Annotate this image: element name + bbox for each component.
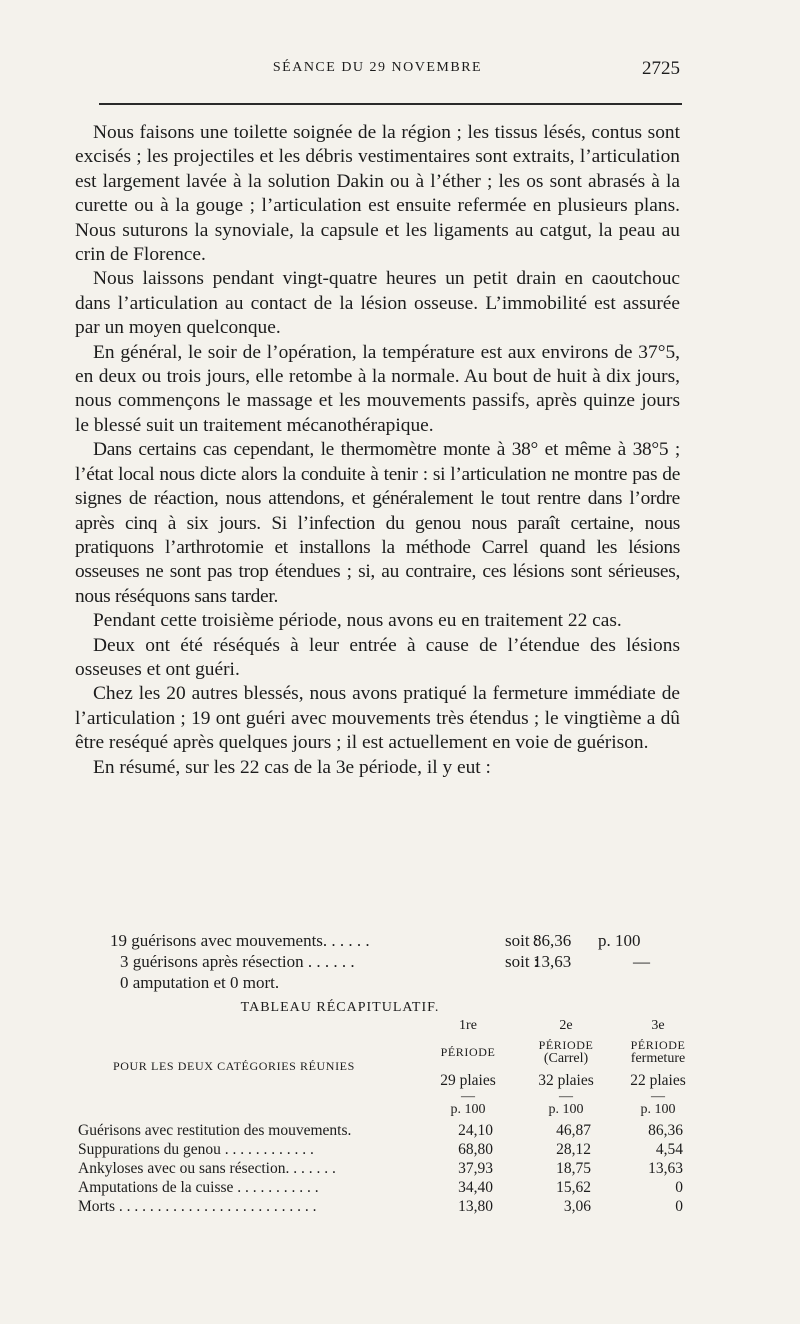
column-count: 29 plaies bbox=[440, 1072, 496, 1089]
paragraph: En général, le soir de l’opération, la température est aux environs de 37°5, en deux ou trois jours, elle retombe à la normale. Au bout de huit à dix jours, nous commençons le massage et les mouvements passifs, après quinze jours le blessé suit un traitement mécanothérapique. bbox=[75, 341, 680, 436]
column-unit: p. 100 bbox=[548, 1102, 584, 1117]
summary-line bbox=[110, 972, 680, 993]
summary-label: 3 guérisons après résection . . . . . . bbox=[120, 952, 355, 971]
recap-table bbox=[78, 1018, 686, 1218]
table-cell: 68,80 bbox=[458, 1141, 493, 1158]
table-cell: 15,62 bbox=[556, 1179, 591, 1196]
column-count: 22 plaies bbox=[630, 1072, 686, 1089]
paragraph: Chez les 20 autres blessés, nous avons pratiqué la fermeture immédiate de l’articulation ; 19 ont guéri avec mouvements très étendus ; le vingtième a dû être reséqué après quelques jours ; il est actuellement en voie de guérison. bbox=[75, 683, 680, 754]
table-cell: 46,87 bbox=[556, 1122, 591, 1139]
summary-label: 19 guérisons avec mouvements. . . . . . bbox=[110, 931, 370, 950]
table-caption: TABLEAU RÉCAPITULATIF. bbox=[240, 1000, 440, 1015]
column-ordinal: 2e bbox=[559, 1018, 573, 1033]
table-cell: 28,12 bbox=[556, 1141, 591, 1158]
paragraph: Nous faisons une toilette soignée de la région ; les tissus lésés, contus sont excisés ; les projectiles et les débris vestimentaires sont extraits, l’articulation est largement lavée à la solution Dakin ou à l’éther ; les os sont abrasés à la curette ou à la gouge ; l’articulation est ensuite refermée en plusieurs plans. Nous suturons la synoviale, la capsule et les ligaments au catgut, la peau au crin de Florence. bbox=[75, 122, 680, 266]
table-row-label: Amputations de la cuisse . . . . . . . . . . . bbox=[78, 1179, 319, 1196]
summary-list bbox=[110, 930, 680, 993]
paragraph: Nous laissons pendant vingt-quatre heures un petit drain en caoutchouc dans l’articulation au contact de la lésion osseuse. L’immobilité est assurée par un moyen quelconque. bbox=[75, 268, 680, 339]
summary-label: 0 amputation et 0 mort. bbox=[120, 973, 280, 992]
header-rule bbox=[99, 103, 682, 105]
column-sub: fermeture bbox=[630, 1051, 686, 1066]
summary-unit: — bbox=[633, 952, 650, 971]
column-name: PÉRIODE bbox=[538, 1038, 594, 1052]
body-text bbox=[75, 121, 680, 780]
column-name: PÉRIODE bbox=[440, 1045, 496, 1059]
column-sub: (Carrel) bbox=[543, 1051, 589, 1066]
running-header bbox=[75, 60, 680, 88]
table-row-label: Guérisons avec restitution des mouvements. bbox=[78, 1122, 352, 1139]
summary-soit: soit : bbox=[505, 931, 539, 950]
paragraph: Dans certains cas cependant, le thermomètre monte à 38° et même à 38°5 ; l’état local nous dicte alors la conduite à tenir : si l’articulation ne montre pas de signes de réaction, nous attendons, et généralement le tout rentre dans l’ordre après cinq à six jours. Si l’infection du genou nous paraît certaine, nous pratiquons l’arthrotomie et installons la méthode Carrel quand les lésions osseuses ne sont pas trop étendues ; si, au contraire, ces lésions sont sérieuses, nous réséquons sans tarder. bbox=[75, 439, 680, 607]
paragraph: En résumé, sur les 22 cas de la 3e période, il y eut : bbox=[93, 756, 491, 778]
table-cell: 4,54 bbox=[655, 1141, 683, 1158]
table-cell: 34,40 bbox=[458, 1179, 493, 1196]
table-cell: 13,63 bbox=[648, 1160, 683, 1177]
column-ordinal: 1re bbox=[459, 1018, 477, 1033]
summary-line bbox=[110, 930, 680, 951]
table-cell: 3,06 bbox=[563, 1198, 591, 1215]
summary-soit: soit : bbox=[505, 952, 539, 971]
column-dash: — bbox=[461, 1089, 475, 1104]
summary-value: 13,63 bbox=[533, 952, 572, 971]
column-ordinal: 3e bbox=[651, 1018, 665, 1033]
table-cell: 13,80 bbox=[458, 1198, 493, 1215]
table-row-label: Suppurations du genou . . . . . . . . . . . . bbox=[78, 1141, 314, 1158]
column-unit: p. 100 bbox=[640, 1102, 676, 1117]
table-row-label: Ankyloses avec ou sans résection. . . . . . . bbox=[78, 1160, 336, 1177]
summary-line bbox=[110, 951, 680, 972]
table-cell: 24,10 bbox=[458, 1122, 493, 1139]
table-cell: 0 bbox=[675, 1179, 683, 1196]
paragraph: Deux ont été réséqués à leur entrée à cause de l’étendue des lésions osseuses et ont guéri. bbox=[75, 634, 680, 680]
table-cell: 86,36 bbox=[648, 1122, 683, 1139]
column-dash: — bbox=[651, 1089, 665, 1104]
row-header: POUR LES DEUX CATÉGORIES RÉUNIES bbox=[113, 1059, 355, 1073]
summary-unit: p. 100 bbox=[598, 931, 641, 950]
page-number: 2725 bbox=[642, 58, 680, 79]
summary-value: 86,36 bbox=[533, 931, 572, 950]
column-count: 32 plaies bbox=[538, 1072, 594, 1089]
paragraph: Pendant cette troisième période, nous avons eu en traitement 22 cas. bbox=[93, 610, 622, 632]
table-cell: 37,93 bbox=[458, 1160, 493, 1177]
table-cell: 18,75 bbox=[556, 1160, 591, 1177]
header-title: SÉANCE DU 29 NOVEMBRE bbox=[272, 60, 483, 75]
column-unit: p. 100 bbox=[450, 1102, 486, 1117]
column-name: PÉRIODE bbox=[630, 1038, 686, 1052]
column-dash: — bbox=[559, 1089, 573, 1104]
table-cell: 0 bbox=[675, 1198, 683, 1215]
table-row-label: Morts . . . . . . . . . . . . . . . . . . . . . . . . . . bbox=[78, 1198, 317, 1215]
